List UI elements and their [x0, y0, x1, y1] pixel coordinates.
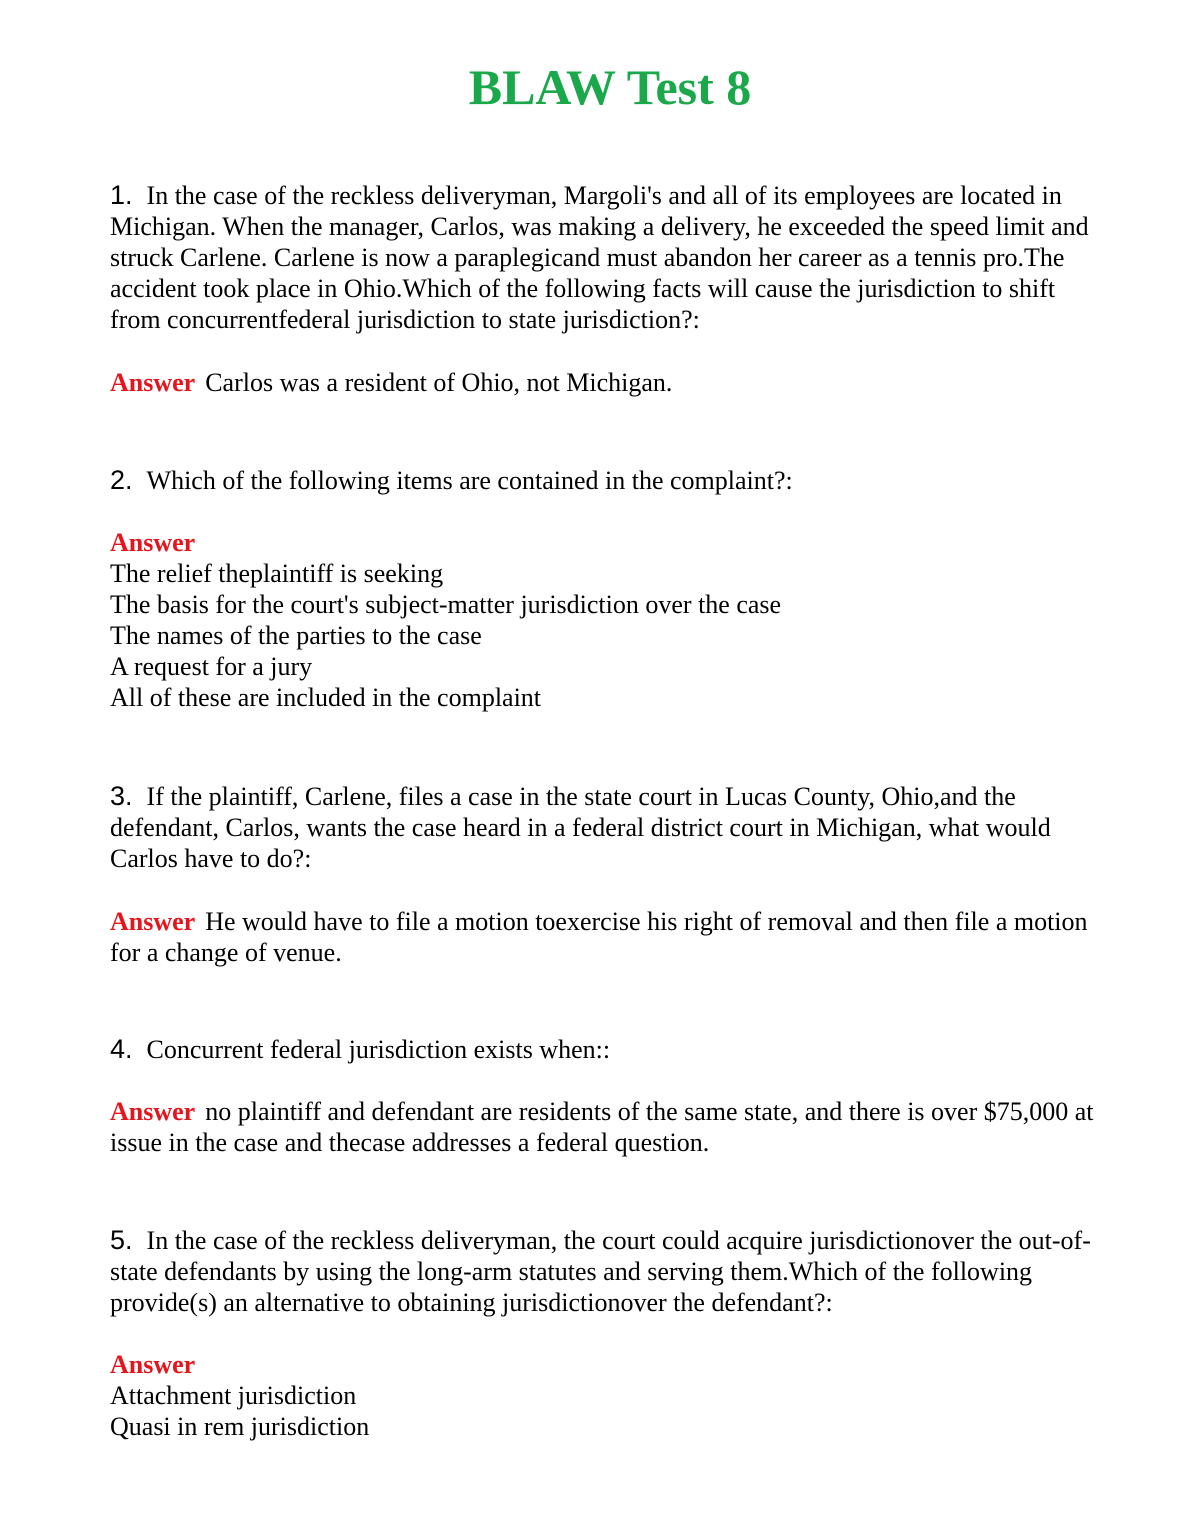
answer-line: Attachment jurisdiction — [110, 1381, 357, 1410]
question-text: In the case of the reckless deliveryman, the court could acquire jurisdictionover the out-of-state defendants by using the long-arm statutes and serving them.Which of the following provide(s) an alternative to obtaining jurisdictionover the defendant?: — [110, 1226, 1091, 1317]
answer-line: Quasi in rem jurisdiction — [110, 1412, 370, 1441]
document-page — [110, 0, 1110, 1540]
question-number: 4. — [110, 1034, 133, 1064]
answer-line: A request for a jury — [110, 652, 313, 681]
question-text: In the case of the reckless deliveryman, Margoli's and all of its employees are located in Michigan. When the manager, Carlos, was making a delivery, he exceeded the speed limit and struck Carlene. Carlene is now a paraplegicand must abandon her career as a tennis pro.The accident took place in Ohio.Which of the following facts will cause the jurisdiction to shift from concurrentfederal jurisdiction to state jurisdiction?: — [110, 181, 1089, 334]
answer-text: Carlos was a resident of Ohio, not Michigan. — [205, 368, 673, 397]
answer-line: The relief theplaintiff is seeking — [110, 559, 444, 588]
answer-text: no plaintiff and defendant are residents of the same state, and there is over $75,000 at issue in the case and thecase addresses a federal question. — [110, 1097, 1094, 1157]
question-4 — [110, 1034, 1110, 1065]
answer-line: The names of the parties to the case — [110, 621, 482, 650]
answer-3 — [110, 906, 1110, 968]
question-3 — [110, 781, 1110, 874]
answer-2 — [110, 527, 1110, 713]
question-1 — [110, 180, 1110, 335]
question-5 — [110, 1225, 1110, 1318]
question-number: 3. — [110, 781, 133, 811]
question-number: 5. — [110, 1225, 133, 1255]
answer-line: The basis for the court's subject-matter jurisdiction over the case — [110, 590, 782, 619]
answer-label: Answer — [110, 907, 196, 936]
answer-line: All of these are included in the complaint — [110, 683, 542, 712]
question-text: If the plaintiff, Carlene, files a case in the state court in Lucas County, Ohio,and the defendant, Carlos, wants the case heard in a federal district court in Michigan, what would Carlos have to do?: — [110, 782, 1051, 873]
question-2 — [110, 465, 1110, 496]
question-number: 2. — [110, 465, 133, 495]
answer-label: Answer — [110, 368, 196, 397]
answer-text: He would have to file a motion toexercise his right of removal and then file a motion for a change of venue. — [110, 907, 1088, 967]
page-title: BLAW Test 8 — [468, 59, 752, 115]
answer-4 — [110, 1096, 1110, 1158]
question-text: Concurrent federal jurisdiction exists when:: — [146, 1035, 611, 1064]
answer-5 — [110, 1349, 1110, 1442]
answer-label: Answer — [110, 528, 196, 557]
answer-label: Answer — [110, 1097, 196, 1126]
question-number: 1. — [110, 180, 133, 210]
question-text: Which of the following items are contained in the complaint?: — [146, 466, 793, 495]
answer-label: Answer — [110, 1350, 196, 1379]
answer-1 — [110, 367, 1110, 398]
